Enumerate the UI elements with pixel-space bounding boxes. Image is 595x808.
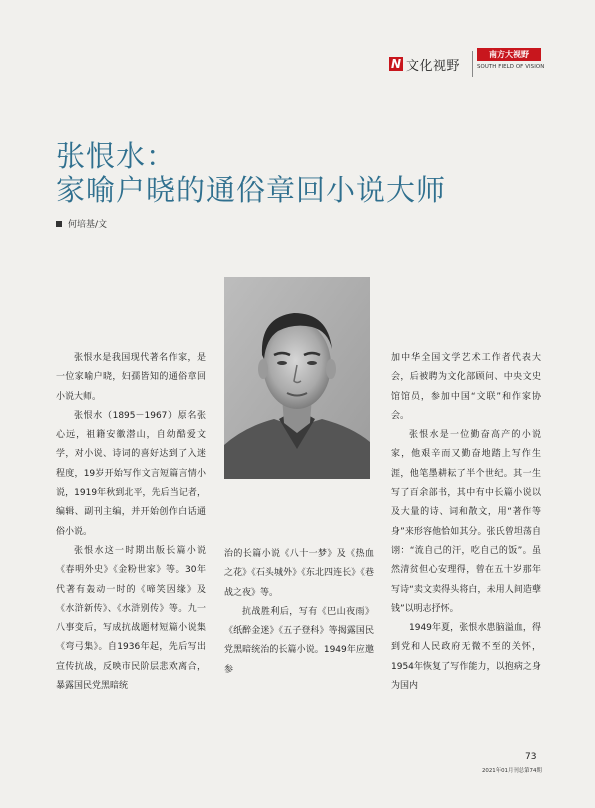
brand-badge: 南方大视野 — [477, 48, 541, 61]
paragraph: 张恨水是一位勤奋高产的小说家，他艰辛而又勤奋地踏上写作生涯，他笔墨耕耘了半个世纪。其一生写了百余部书，其中有中长篇小说以及大量的诗、词和散文，用“著作等身”来形容他恰如其分。张氏曾坦荡自诩：“流自己的汗，吃自己的饭”。虽然清贫但心安理得，曾在五十岁那年写诗“卖文卖得头将白，未用人间造孽钱”以明志抒怀。 — [391, 430, 541, 614]
author-byline — [56, 217, 107, 230]
paragraph-continued: 治的长篇小说《八十一梦》及《热血之花》《石头城外》《东北四连长》《巷战之夜》等。 — [224, 549, 374, 598]
paragraph: 张恨水是我国现代著名作家，是一位家喻户晓，妇孺皆知的通俗章回小说大师。 — [56, 353, 206, 402]
magazine-logo-icon: N — [390, 57, 402, 71]
column-1 — [56, 349, 206, 696]
section-name: 文化视野 — [406, 59, 461, 74]
portrait-image — [224, 277, 370, 479]
header-divider — [472, 51, 473, 77]
author-name: 何培基/文 — [68, 220, 108, 230]
title-line-1: 张恨水： — [56, 139, 177, 173]
brand-english: SOUTH FIELD OF VISION — [477, 64, 545, 70]
article-title — [56, 139, 536, 207]
column-2 — [224, 545, 374, 680]
paragraph: 张恨水（1895－1967）原名张心远，祖籍安徽潜山，自幼酷爱文学，对小说、诗词的喜好达到了入迷程度，19岁开始写作文言短篇言情小说，1919年秋到北平，先后当记者，编辑、副刊主编，并开始创作白话通俗小说。 — [56, 410, 206, 537]
paragraph: 1949年夏，张恨水患脑溢血，得到党和人民政府无微不至的关怀，1954年恢复了写作能力，以抱病之身为国内 — [391, 623, 541, 692]
column-3 — [391, 349, 541, 696]
portrait-photo — [224, 277, 370, 479]
square-bullet-icon — [56, 221, 62, 227]
paragraph-continued: 加中华全国文学艺术工作者代表大会，后被聘为文化部顾问、中央文史馆馆员，参加中国“文联”和作家协会。 — [391, 353, 541, 421]
issue-info: 2021年01月刊总第74期 — [482, 768, 542, 774]
title-line-2: 家喻户晓的通俗章回小说大师 — [56, 173, 447, 207]
section-header — [389, 47, 549, 79]
paragraph: 抗战胜利后，写有《巴山夜雨》《纸醉金迷》《五子登科》等揭露国民党黑暗统治的长篇小说。1949年应邀参 — [224, 606, 374, 675]
page-number: 73 — [525, 752, 537, 762]
paragraph: 张恨水这一时期出版长篇小说《春明外史》《金粉世家》等。30年代著有轰动一时的《啼笑因缘》及《水浒新传》、《水浒别传》等。九一八事变后，写成抗战题材短篇小说集《弯弓集》。自1936年起，先后写出宣传抗战，反映市民阶层悲欢离合，暴露国民党黑暗统 — [56, 545, 206, 692]
